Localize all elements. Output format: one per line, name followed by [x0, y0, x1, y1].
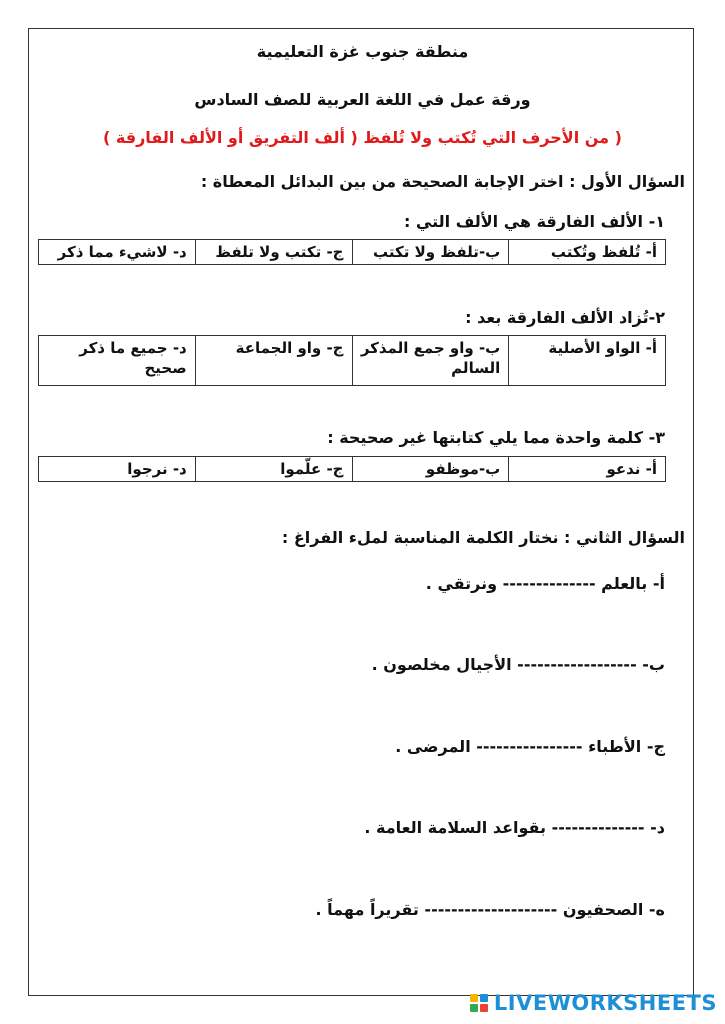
q1-item-3-option-c[interactable]: ج- علّموا [195, 457, 352, 482]
q1-item-2-option-c[interactable]: ج- واو الجماعة [195, 336, 352, 386]
worksheet-title: ورقة عمل في اللغة العربية للصف السادس [194, 90, 531, 109]
logo-square-4 [480, 1004, 488, 1012]
logo-square-3 [470, 1004, 478, 1012]
q1-item-1-stem: ١- الألف الفارقة هي الألف التي : [403, 212, 665, 231]
school-district-title: منطقة جنوب غزة التعليمية [256, 42, 469, 61]
q2-item-c[interactable]: ج- الأطباء ---------------- المرضى . [395, 737, 665, 756]
q1-item-1-option-a[interactable]: أ- تُلفظ وتُكتب [509, 240, 666, 265]
q1-item-3-options [38, 456, 666, 482]
lesson-topic: ( من الأحرف التي تُكتب ولا تُلفظ ( ألف التفريق أو الألف الفارقة ) [103, 128, 622, 147]
q1-item-2-option-d[interactable]: د- جميع ما ذكر صحيح [39, 336, 196, 386]
q1-item-1-option-b[interactable]: ب-تلفظ ولا تكتب [352, 240, 509, 265]
q1-item-2-option-b[interactable]: ب- واو جمع المذكر السالم [352, 336, 509, 386]
q1-item-2-options [38, 335, 666, 386]
q2-item-e[interactable]: ه- الصحفيون -------------------- تقريراً مهماً . [315, 900, 665, 919]
q1-item-3-option-d[interactable]: د- نرجوا [39, 457, 196, 482]
q1-item-2-stem: ٢-تُزاد الألف الفارقة بعد : [465, 308, 665, 327]
question-2-title: السؤال الثاني : نختار الكلمة المناسبة لملء الفراغ : [281, 528, 685, 547]
q1-item-1-option-d[interactable]: د- لاشيء مما ذكر [39, 240, 196, 265]
q2-item-a[interactable]: أ- بالعلم -------------- ونرتقي . [425, 574, 665, 593]
logo-square-2 [480, 994, 488, 1002]
q1-item-3-stem: ٣- كلمة واحدة مما يلي كتابتها غير صحيحة : [327, 428, 665, 447]
q2-item-d[interactable]: د- -------------- بقواعد السلامة العامة . [364, 818, 665, 837]
q2-item-b[interactable]: ب- ------------------ الأجيال مخلصون . [371, 655, 665, 674]
question-1-title: السؤال الأول : اختر الإجابة الصحيحة من بين البدائل المعطاة : [200, 172, 685, 191]
q1-item-1-options [38, 239, 666, 265]
liveworksheets-wordmark: LIVEWORKSHEETS [493, 991, 717, 1015]
q1-item-3-option-a[interactable]: أ- ندعو [509, 457, 666, 482]
q1-item-2-option-a[interactable]: أ- الواو الأصلية [509, 336, 666, 386]
logo-square-1 [470, 994, 478, 1002]
liveworksheets-grid-icon [470, 994, 488, 1012]
liveworksheets-logo [470, 990, 717, 1016]
q1-item-1-option-c[interactable]: ج- تكتب ولا تلفظ [195, 240, 352, 265]
q1-item-3-option-b[interactable]: ب-موظفو [352, 457, 509, 482]
